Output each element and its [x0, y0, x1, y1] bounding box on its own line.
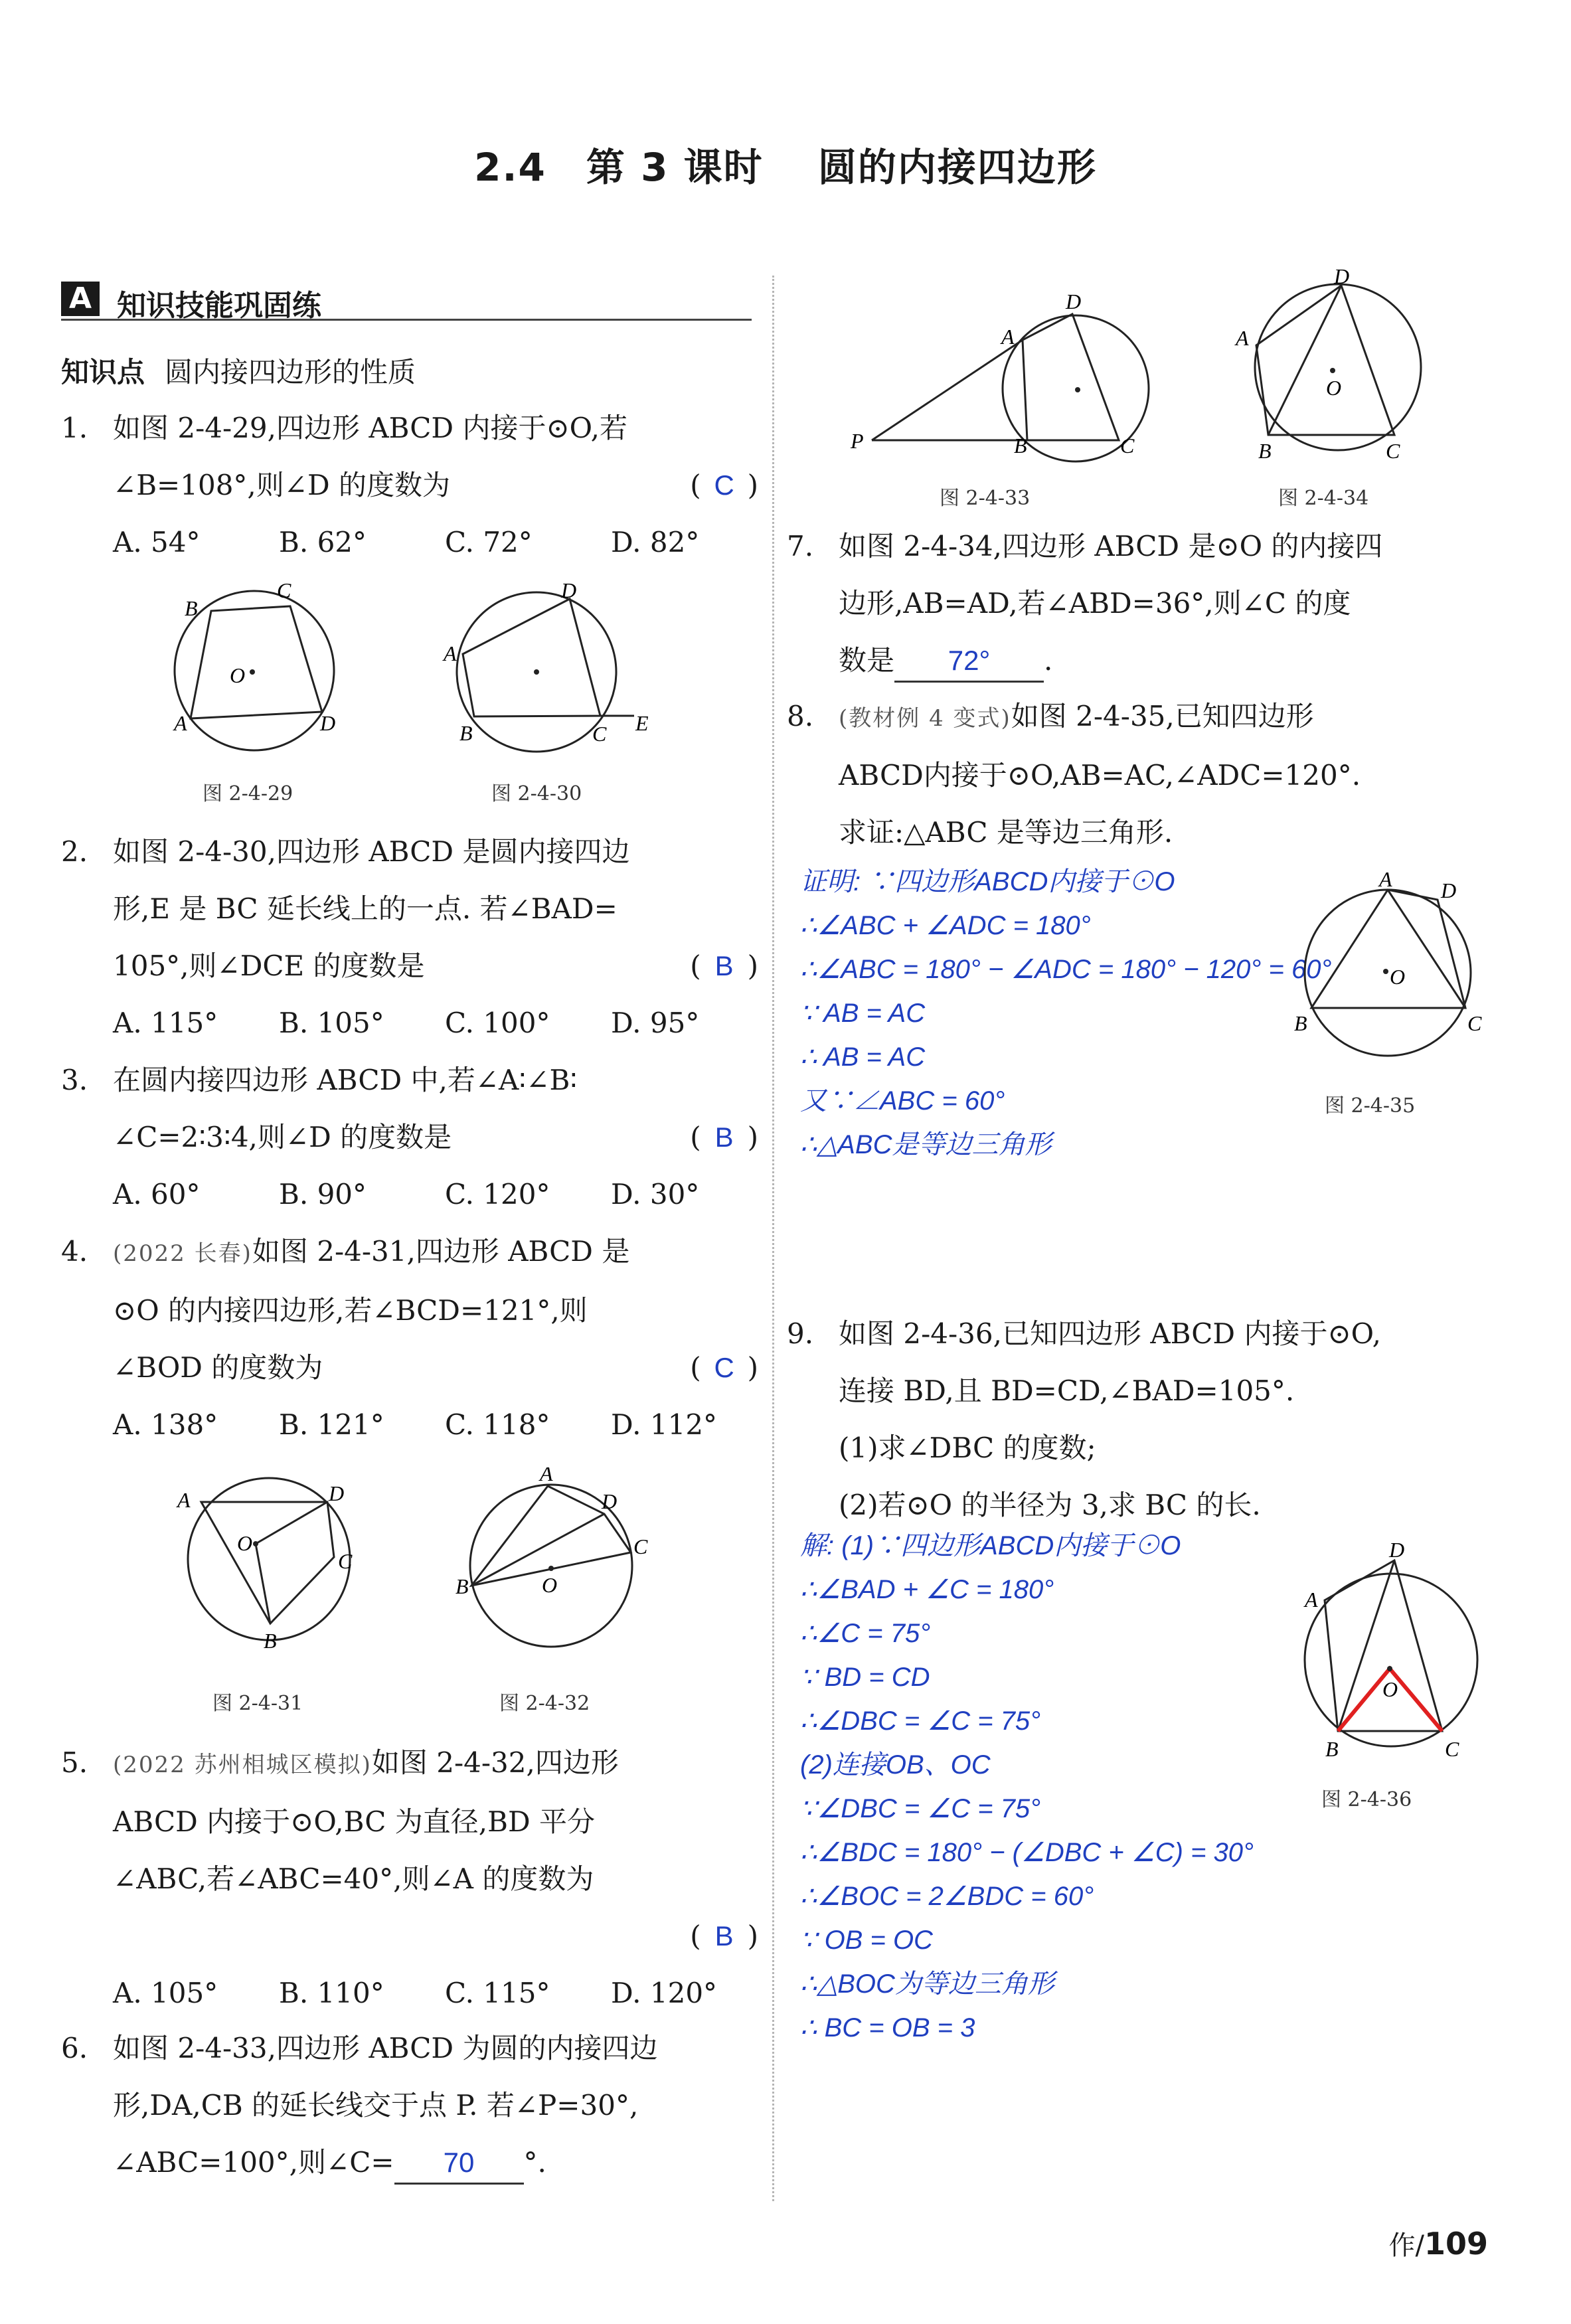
question-text: °. — [523, 2146, 546, 2179]
solution-line: (2)连接OB、OC — [800, 1750, 991, 1780]
point-label: B — [1258, 439, 1272, 461]
point-label: C — [1467, 1011, 1482, 1035]
knowledge-point-text: 圆内接四边形的性质 — [165, 356, 416, 388]
answer-choice: ( B ) — [690, 950, 758, 982]
handwritten-solution-8 — [800, 860, 1332, 1167]
question-number: 3. — [61, 1064, 88, 1096]
solution-line: ∴∠ABC = 180° − ∠ADC = 180° − 120° = 60° — [800, 955, 1332, 984]
point-label: C — [1120, 434, 1135, 457]
point-label: B — [1014, 434, 1027, 457]
option: B. 62° — [279, 526, 367, 558]
question-text: 如图 2-4-33,四边形 ABCD 为圆的内接四边 — [113, 2032, 658, 2064]
option: C. 100° — [445, 1007, 550, 1039]
figure-caption: 图 2-4-32 — [499, 1692, 590, 1715]
footer-label: 作/ — [1388, 2230, 1424, 2261]
point-label: B — [1325, 1737, 1339, 1756]
point-label: D — [1441, 878, 1457, 902]
question-number: 6. — [61, 2032, 88, 2064]
question-text: 如图 2-4-35,已知四边形 — [1011, 700, 1314, 732]
point-label: B — [1294, 1011, 1307, 1035]
option: D. 120° — [611, 1977, 718, 2009]
knowledge-point — [61, 351, 416, 390]
solution-line: ∵ BD = CD — [800, 1663, 930, 1692]
point-label: D — [602, 1489, 618, 1513]
point-label: P — [851, 429, 864, 453]
answer-choice: ( C ) — [690, 469, 758, 501]
question-text: 数是 — [839, 644, 895, 677]
point-label: A — [444, 641, 457, 665]
point-label: O — [1390, 965, 1406, 989]
question-text: ABCD内接于⊙O,AB=AC,∠ADC=120°. — [839, 759, 1361, 791]
figure-caption: 图 2-4-30 — [491, 782, 582, 805]
question-number: 4. — [61, 1235, 88, 1268]
question-number: 8. — [787, 700, 814, 732]
question-text: 边形,AB=AD,若∠ABD=36°,则∠C 的度 — [839, 587, 1351, 620]
option: C. 115° — [445, 1977, 550, 2009]
solution-line: ∴∠DBC = ∠C = 75° — [800, 1706, 1041, 1736]
point-label: C — [1445, 1737, 1459, 1756]
question-text: 如图 2-4-32,四边形 — [371, 1746, 619, 1779]
question-text: ⊙O 的内接四边形,若∠BCD=121°,则 — [113, 1294, 588, 1327]
option: A. 138° — [113, 1408, 218, 1441]
solution-line: ∴∠BOC = 2∠BDC = 60° — [800, 1882, 1094, 1911]
knowledge-point-label: 知识点 — [61, 356, 145, 388]
point-label: D — [1066, 290, 1082, 313]
option: D. 82° — [611, 526, 700, 558]
question-text: ∠BOD 的度数为 — [113, 1351, 323, 1384]
solution-line: 解: (1)∵四边形ABCD内接于⊙O — [800, 1531, 1181, 1560]
option: C. 118° — [445, 1408, 550, 1441]
solution-line: ∴△ABC是等边三角形 — [800, 1130, 1052, 1159]
point-label: D — [1334, 269, 1350, 288]
question-text: 如图 2-4-30,四边形 ABCD 是圆内接四边 — [113, 835, 630, 868]
solution-line: ∴ AB = AC — [800, 1042, 926, 1072]
question-text: (2)若⊙O 的半径为 3,求 BC 的长. — [839, 1489, 1261, 1521]
solution-line: ∴∠C = 75° — [800, 1619, 931, 1648]
solution-line: ∴∠BAD + ∠C = 180° — [800, 1575, 1054, 1604]
solution-line: 证明: ∵四边形ABCD内接于⊙O — [800, 867, 1175, 896]
solution-line: ∵ AB = AC — [800, 999, 926, 1028]
figure-caption: 图 2-4-36 — [1321, 1788, 1412, 1811]
figure-caption: 图 2-4-29 — [203, 782, 293, 805]
point-label: D — [561, 578, 577, 602]
question-text: ∠ABC,若∠ABC=40°,则∠A 的度数为 — [113, 1863, 594, 1895]
figure-2-4-34 — [1232, 269, 1444, 461]
option: C. 120° — [445, 1178, 550, 1210]
point-label: O — [230, 663, 246, 687]
option: C. 72° — [445, 526, 533, 558]
section-badge: A — [61, 282, 100, 316]
question-source: (2022 苏州相城区模拟) — [113, 1752, 372, 1778]
option: A. 60° — [113, 1178, 201, 1210]
option: A. 54° — [113, 526, 201, 558]
question-text: ABCD 内接于⊙O,BC 为直径,BD 平分 — [113, 1805, 596, 1838]
point-label: E — [635, 711, 649, 735]
question-text: 105°,则∠DCE 的度数是 — [113, 950, 425, 982]
page-footer — [1388, 2224, 1488, 2262]
point-label: B — [455, 1574, 469, 1598]
question-text: 形,E 是 BC 延长线上的一点. 若∠BAD= — [113, 892, 618, 925]
answer-blank[interactable]: 70 — [394, 2143, 524, 2185]
option: A. 115° — [113, 1007, 218, 1039]
question-text: . — [1044, 644, 1053, 677]
option: D. 112° — [611, 1408, 718, 1441]
question-text: 形,DA,CB 的延长线交于点 P. 若∠P=30°, — [113, 2089, 639, 2121]
question-source: (2022 长春) — [113, 1240, 252, 1267]
point-label: B — [264, 1629, 277, 1653]
figure-2-4-30 — [438, 571, 657, 757]
page-title: 2.4 第 3 课时 圆的内接四边形 — [474, 145, 1097, 190]
figure-caption: 图 2-4-34 — [1278, 487, 1369, 510]
question-text: (1)求∠DBC 的度数; — [839, 1432, 1096, 1464]
option: B. 105° — [279, 1007, 384, 1039]
question-number: 9. — [787, 1317, 814, 1350]
solution-line: ∵ OB = OC — [800, 1926, 933, 1955]
figure-caption: 图 2-4-31 — [212, 1692, 303, 1715]
question-text: ∠B=108°,则∠D 的度数为 — [113, 469, 450, 501]
option: D. 95° — [611, 1007, 700, 1039]
point-label: D — [1389, 1538, 1405, 1562]
point-label: A — [540, 1467, 553, 1485]
point-label: C — [1386, 439, 1400, 461]
point-label: D — [329, 1481, 345, 1505]
solution-line: ∴△BOC为等边三角形 — [800, 1969, 1054, 1999]
question-text: 如图 2-4-36,已知四边形 ABCD 内接于⊙O, — [839, 1317, 1381, 1350]
figure-caption: 图 2-4-33 — [940, 487, 1031, 510]
point-label: O — [237, 1531, 253, 1555]
question-text: 求证:△ABC 是等边三角形. — [839, 816, 1173, 849]
question-number: 7. — [787, 530, 814, 562]
point-label: O — [1326, 376, 1342, 400]
point-label: C — [338, 1549, 353, 1573]
point-label: A — [1305, 1588, 1318, 1612]
figure-2-4-29 — [166, 571, 352, 757]
point-label: C — [277, 578, 291, 602]
point-label: A — [1379, 867, 1392, 891]
point-label: A — [177, 1488, 191, 1512]
answer-choice: ( B ) — [690, 1920, 758, 1952]
point-label: A — [1001, 325, 1015, 349]
solution-line: ∴∠BDC = 180° − (∠DBC + ∠C) = 30° — [800, 1838, 1254, 1867]
point-label: B — [459, 721, 473, 745]
question-number: 5. — [61, 1746, 88, 1779]
question-text: ∠ABC=100°,则∠C= — [113, 2146, 394, 2179]
point-label: C — [633, 1535, 648, 1558]
figure-caption: 图 2-4-35 — [1325, 1094, 1416, 1118]
question-text: 连接 BD,且 BD=CD,∠BAD=105°. — [839, 1374, 1295, 1407]
answer-choice: ( C ) — [690, 1351, 758, 1384]
solution-line: 又∵∠ABC = 60° — [800, 1086, 1005, 1116]
option: A. 105° — [113, 1977, 218, 2009]
figure-2-4-35 — [1291, 863, 1491, 1062]
question-text: ∠C=2∶3∶4,则∠D 的度数是 — [113, 1121, 452, 1153]
solution-line: ∴∠ABC + ∠ADC = 180° — [800, 911, 1091, 940]
handwritten-solution-9 — [800, 1524, 1254, 2050]
point-label: O — [1382, 1677, 1398, 1701]
point-label: B — [185, 596, 198, 620]
point-label: A — [174, 711, 187, 735]
figure-2-4-36 — [1288, 1537, 1487, 1756]
question-text: 如图 2-4-29,四边形 ABCD 内接于⊙O,若 — [113, 412, 627, 444]
question-text: 如图 2-4-31,四边形 ABCD 是 — [252, 1235, 630, 1268]
point-label: O — [542, 1573, 558, 1597]
figure-2-4-31 — [169, 1461, 375, 1660]
solution-line: ∵∠DBC = ∠C = 75° — [800, 1794, 1041, 1823]
option: B. 90° — [279, 1178, 367, 1210]
answer-choice: ( B ) — [690, 1121, 758, 1153]
option: D. 30° — [611, 1178, 700, 1210]
page-number: 109 — [1424, 2226, 1488, 2262]
question-text: 如图 2-4-34,四边形 ABCD 是⊙O 的内接四 — [839, 530, 1383, 562]
question-number: 1. — [61, 412, 88, 444]
point-label: C — [592, 722, 607, 746]
section-header — [61, 279, 752, 321]
question-number: 2. — [61, 835, 88, 868]
question-source: (教材例 4 变式) — [839, 705, 1011, 732]
solution-line: ∴ BC = OB = 3 — [800, 2013, 975, 2042]
answer-blank[interactable]: 72° — [894, 641, 1044, 683]
point-label: D — [320, 711, 336, 735]
option: B. 110° — [279, 1977, 384, 2009]
option: B. 121° — [279, 1408, 384, 1441]
question-text: 在圆内接四边形 ABCD 中,若∠A∶∠B∶ — [113, 1064, 578, 1096]
figure-2-4-32 — [452, 1467, 664, 1660]
point-label: A — [1236, 326, 1249, 350]
figure-2-4-33 — [840, 286, 1159, 465]
section-title: 知识技能巩固练 — [117, 289, 321, 323]
